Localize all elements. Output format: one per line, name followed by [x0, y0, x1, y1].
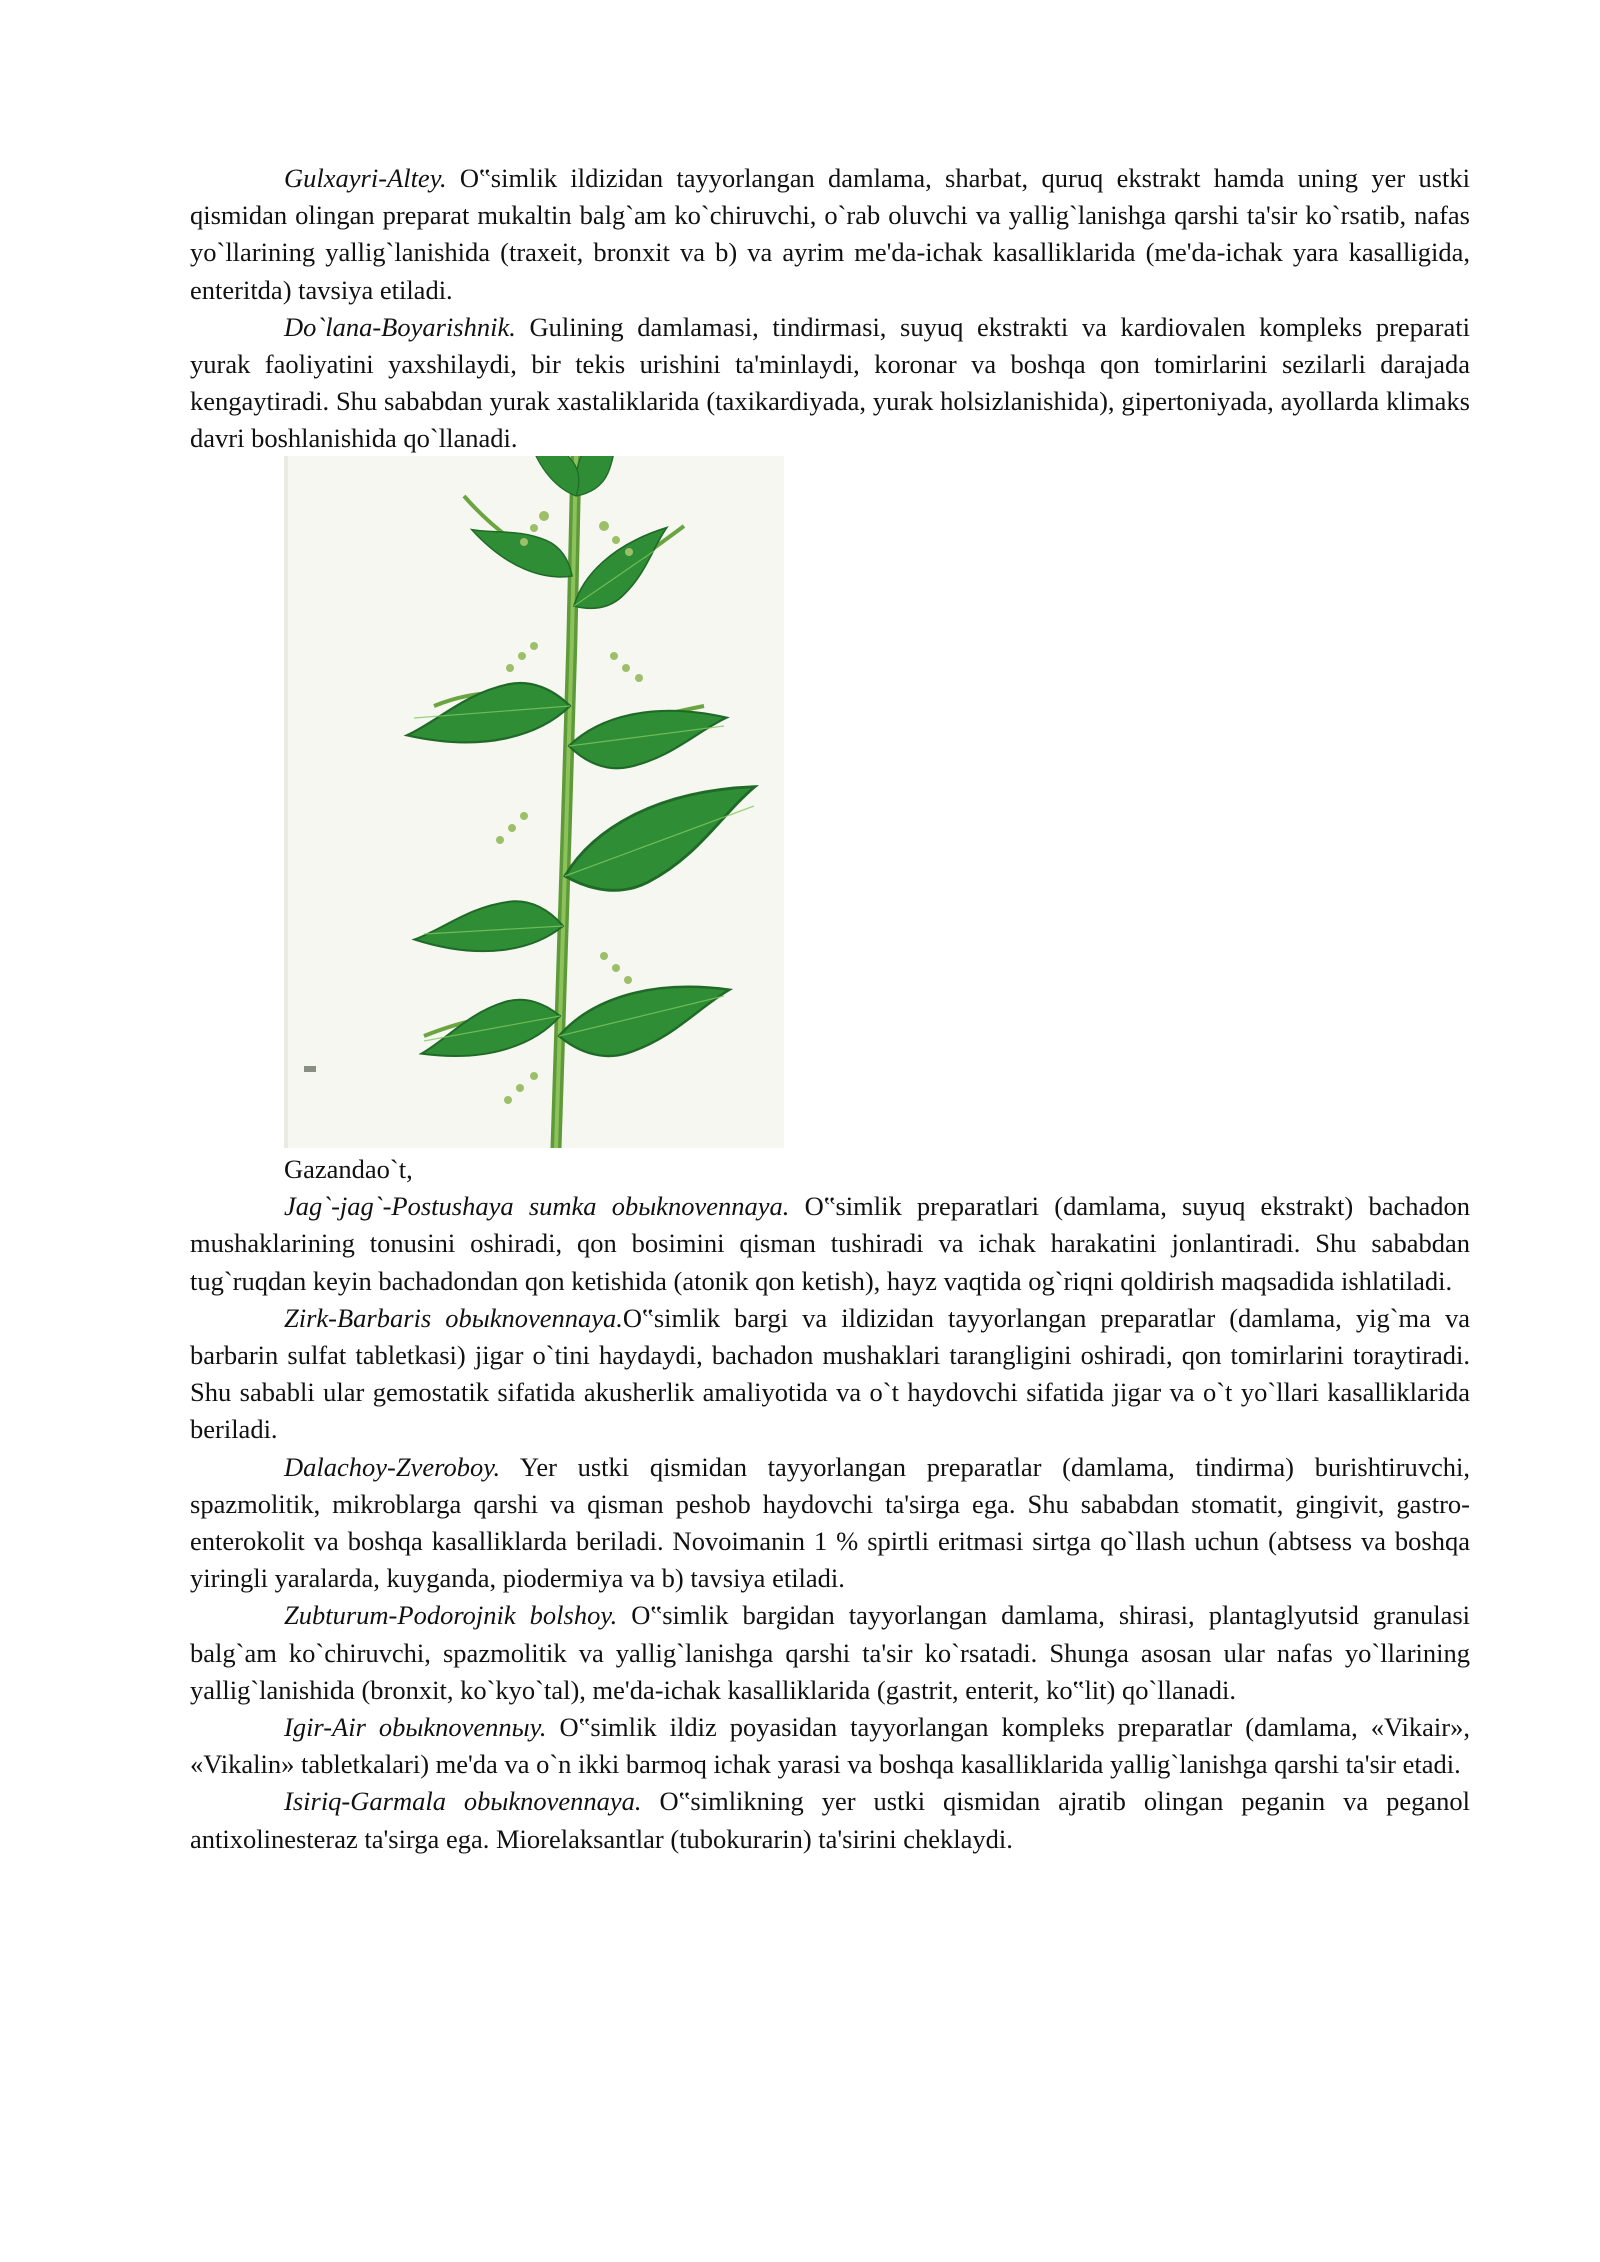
paragraph-dolana: [190, 309, 1470, 458]
paragraph-text: Yer ustki qismidan tayyorlangan preparatlar (damlama, tindirma) burishtiruvchi, spazmolitik, mikroblarga qarshi va qisman peshob haydovchi ta'sirga ega. Shu sababdan stomatit, gingivit, gastro-enterokolit va boshqa kasalliklarda beriladi. Novoimanin 1 % spirtli eritmasi sirtga qo`llash uchun (abtsess va boshqa yiringli yaralarda, kuyganda, piodermiya va b) tavsiya etiladi.: [190, 1451, 1470, 1594]
paragraph-zubturum: [190, 1597, 1470, 1709]
paragraph-text: O‟simlikning yer ustki qismidan ajratib olingan peganin va peganol antixolinesteraz ta'sirga ega. Miorelaksantlar (tubokurarin) ta'sirini cheklaydi.: [190, 1786, 1470, 1854]
figure-caption: Gazandao`t,: [284, 1154, 413, 1184]
plant-name: Igir-Air obыknovennыy.: [284, 1712, 547, 1743]
paragraph-text: O‟simlik bargidan tayyorlangan damlama, shirasi, plantaglyutsid granulasi balg`am ko`chiruvchi, spazmolitik va yallig`lanishga qarshi ta'sir ko`rsatadi. Shunga asosan ular nafas yo`llarining yallig`lanishida (bronxit, ko`kyo`tal), me'da-ichak kasalliklarida (gastrit, enterit, ko‟lit) qo`llanadi.: [190, 1600, 1471, 1705]
paragraph-text: Gulining damlamasi, tindirmasi, suyuq ekstrakti va kardiovalen kompleks preparati yurak faoliyatini yaxshilaydi, bir tekis urishini ta'minlaydi, koronar va boshqa qon tomirlarini sezilarli darajada kengaytiradi. Shu sababdan yurak xastaliklarida (taxikardiyada, yurak holsizlanishida), gipertoniyada, ayollarda klimaks davri boshlanishida qo`llanadi.: [190, 311, 1470, 454]
paragraph-text: O‟simlik preparatlari (damlama, suyuq ekstrakt) bachadon mushaklarining tonusini oshiradi, qon bosimini qisman tushiradi va ichak harakatini jonlantiradi. Shu sababdan tug`ruqdan keyin bachadondan qon ketishida (atonik qon ketish), hayz vaqtida og`riqni qoldirish maqsadida ishlatiladi.: [190, 1191, 1470, 1296]
plant-name: Dalachoy-Zveroboy.: [284, 1451, 501, 1482]
plant-name: Jag`-jag`-Postushaya sumka obыknovennaya.: [284, 1191, 790, 1222]
paragraph-zirk: [190, 1300, 1470, 1449]
paragraph-text: O‟simlik ildiz poyasidan tayyorlangan kompleks preparatlar (damlama, «Vikair», «Vikalin» tabletkalari) me'da va o`n ikki barmoq ichak yarasi va boshqa kasalliklarida yallig`lanishga qarshi ta'sir etadi.: [190, 1712, 1470, 1780]
paragraph-jagjag: [190, 1188, 1470, 1300]
plant-name: Zubturum-Podorojnik bolshoy.: [284, 1600, 618, 1631]
paragraph-isiriq: [190, 1783, 1470, 1857]
plant-name: Gulxayri-Altey.: [284, 163, 447, 193]
text-block-bottom: [190, 1151, 1470, 1858]
paragraph-text: O‟simlik bargi va ildizidan tayyorlangan preparatlar (damlama, yig`ma va barbarin sulfat tabletkasi) jigar o`tini haydaydi, bachadon mushaklari tarangligini oshiradi, qon tomirlarini toraytiradi. Shu sababli ular gemostatik sifatida akusherlik amaliyotida va o`t haydovchi sifatida jigar va o`t yo`llari kasalliklarida beriladi.: [190, 1302, 1470, 1445]
plant-name: Zirk-Barbaris obыknovennaya.: [284, 1302, 623, 1333]
plant-name: Do`lana-Boyarishnik.: [284, 311, 516, 342]
paragraph-dalachoy: [190, 1449, 1470, 1598]
plant-name: Isiriq-Garmala obыknovennaya.: [284, 1786, 642, 1817]
paragraph-gulxayri: [190, 160, 1470, 309]
text-block-top: [190, 160, 1470, 458]
paragraph-igir: [190, 1709, 1470, 1783]
paragraph-text: O‟simlik ildizidan tayyorlangan damlama, sharbat, quruq ekstrakt hamda uning yer ustki qismidan olingan preparat mukaltin balg`am ko`chiruvchi, o`rab oluvchi va yallig`lanishga qarshi ta'sir ko`rsatib, nafas yo`llarining yallig`lanishida (traxeit, bronxit va b) va ayrim me'da-ichak kasalliklarida (me'da-ichak yara kasalligida, enteritda) tavsiya etiladi.: [190, 163, 1470, 305]
nettle-plant-illustration: [284, 456, 784, 1148]
